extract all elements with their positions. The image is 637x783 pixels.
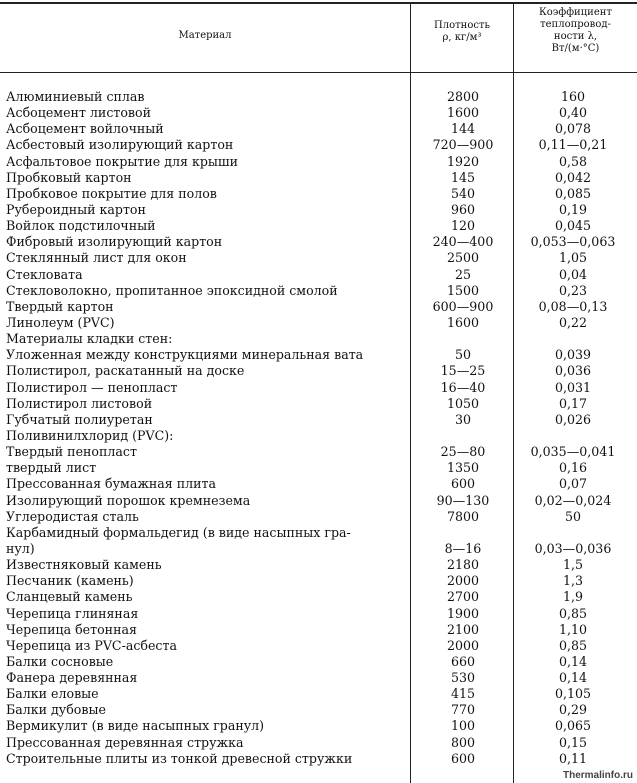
material-cell: Полистирол листовой (6, 395, 153, 411)
density-cell (412, 331, 514, 347)
material-cell: Изолирующий порошок кремнезема (6, 492, 251, 508)
conductivity-cell: 0,042 (554, 169, 592, 185)
watermark: Thermalinfo.ru (562, 770, 633, 781)
density-cell: 660 (450, 653, 476, 669)
table-row (0, 250, 637, 266)
density-cell: 540 (450, 185, 476, 201)
material-cell: Строительные плиты из тонкой древесной стружки (6, 750, 353, 766)
density-cell: 600 (450, 476, 476, 492)
table-row (0, 476, 637, 492)
material-cell: Твердый картон (6, 298, 114, 314)
table-row (0, 444, 637, 460)
table-row (0, 202, 637, 218)
table-row (0, 428, 637, 444)
density-cell: 145 (450, 169, 476, 185)
density-cell (412, 525, 514, 541)
material-cell: Черепица из PVC-асбеста (6, 637, 177, 653)
density-cell: 25—80 (440, 444, 486, 460)
density-cell: 530 (450, 670, 476, 686)
density-cell: 8—16 (444, 540, 482, 556)
density-cell: 600—900 (432, 298, 494, 314)
material-cell: Войлок подстилочный (6, 218, 156, 234)
table-row (0, 380, 637, 396)
table-row (0, 573, 637, 589)
table-row (0, 460, 637, 476)
density-cell (412, 428, 514, 444)
material-cell: Асбоцемент листовой (6, 105, 151, 121)
material-cell: Асфальтовое покрытие для крыши (6, 153, 239, 169)
table-row (0, 541, 637, 557)
material-cell: Уложенная между конструкциями минеральная вата (6, 347, 364, 363)
header-material (0, 30, 410, 42)
material-cell: Фибровый изолирующий картон (6, 234, 223, 250)
table-row (0, 137, 637, 153)
density-cell: 1900 (446, 605, 480, 621)
table-row (0, 589, 637, 605)
conductivity-cell: 0,85 (558, 637, 588, 653)
material-cell: Стеклянный лист для окон (6, 250, 187, 266)
table-row (0, 396, 637, 412)
conductivity-cell: 0,053—0,063 (530, 234, 616, 250)
table-row (0, 299, 637, 315)
conductivity-cell (516, 331, 630, 347)
material-cell: Фанера деревянная (6, 670, 138, 686)
density-cell: 1600 (446, 105, 480, 121)
conductivity-cell: 0,14 (558, 653, 588, 669)
conductivity-cell: 0,15 (558, 734, 588, 750)
table-top-rule (0, 2, 637, 4)
table-row (0, 331, 637, 347)
material-cell: Полистирол, раскатанный на доске (6, 363, 245, 379)
conductivity-cell: 1,05 (558, 250, 588, 266)
conductivity-cell: 0,07 (558, 476, 588, 492)
table-row (0, 606, 637, 622)
material-cell: Губчатый полиуретан (6, 411, 153, 427)
conductivity-cell: 0,16 (558, 460, 588, 476)
material-cell: Твердый пенопласт (6, 444, 137, 460)
table-row (0, 718, 637, 734)
material-cell: Полистирол — пенопласт (6, 379, 178, 395)
table-row (0, 751, 637, 767)
density-cell: 770 (450, 702, 476, 718)
density-cell: 2100 (446, 621, 480, 637)
conductivity-cell: 160 (560, 89, 586, 104)
table-row (0, 735, 637, 751)
conductivity-cell: 0,035—0,041 (530, 444, 616, 460)
table-row (0, 509, 637, 525)
header-conductivity (514, 7, 637, 55)
table-row (0, 121, 637, 137)
conductivity-cell: 1,3 (562, 573, 584, 589)
material-cell: Пробковый картон (6, 169, 132, 185)
table-row (0, 670, 637, 686)
table-row (0, 218, 637, 234)
material-cell: Рубероидный картон (6, 201, 146, 217)
conductivity-cell: 1,10 (558, 621, 588, 637)
conductivity-cell: 0,14 (558, 670, 588, 686)
header-material-label: Материал (178, 30, 232, 41)
conductivity-cell: 0,29 (558, 702, 588, 718)
conductivity-cell: 0,036 (554, 363, 592, 379)
conductivity-cell: 0,11—0,21 (538, 137, 608, 153)
material-cell: Прессованная бумажная плита (6, 476, 217, 492)
density-cell: 240—400 (432, 234, 494, 250)
header-conductivity-line: теплопровод- (540, 19, 611, 30)
table-row (0, 493, 637, 509)
table-row (0, 686, 637, 702)
material-cell: Черепица глиняная (6, 605, 139, 621)
conductivity-cell (516, 525, 630, 541)
header-conductivity-line: ности λ, (553, 31, 598, 42)
density-cell: 2800 (446, 89, 480, 104)
material-cell: Черепица бетонная (6, 621, 137, 637)
header-density (411, 20, 513, 44)
density-cell: 2500 (446, 250, 480, 266)
header-conductivity-line: Коэффициент (539, 7, 612, 18)
header-conductivity-line: Вт/(м·°С) (551, 43, 600, 54)
material-cell: Углеродистая сталь (6, 508, 139, 524)
table-row (0, 170, 637, 186)
table-row (0, 186, 637, 202)
table-row (0, 283, 637, 299)
density-cell: 1350 (446, 460, 480, 476)
conductivity-cell: 0,078 (554, 121, 592, 137)
density-cell: 2000 (446, 573, 480, 589)
density-cell: 1920 (446, 153, 480, 169)
density-cell: 25 (454, 266, 472, 282)
material-cell: Сланцевый камень (6, 589, 133, 605)
density-cell: 144 (450, 121, 476, 137)
density-cell: 800 (450, 734, 476, 750)
header-density-line: ρ, кг/м³ (442, 32, 482, 43)
conductivity-cell: 0,03—0,036 (534, 540, 612, 556)
table-row (0, 267, 637, 283)
conductivity-cell: 0,039 (554, 347, 592, 363)
material-cell: Песчаник (камень) (6, 573, 134, 589)
material-cell: Балки сосновые (6, 653, 114, 669)
material-cell: Карбамидный формальдегид (в виде насыпных гра- (6, 524, 351, 540)
conductivity-cell: 0,17 (558, 395, 588, 411)
density-cell: 1600 (446, 314, 480, 330)
density-cell: 2000 (446, 637, 480, 653)
material-cell: Асбоцемент войлочный (6, 121, 164, 137)
material-cell: Поливинилхлорид (PVC): (6, 427, 174, 443)
density-cell: 30 (454, 411, 472, 427)
material-cell: Прессованная деревянная стружка (6, 734, 244, 750)
material-cell: Пробковое покрытие для полов (6, 185, 217, 201)
density-cell: 90—130 (436, 492, 490, 508)
table-row (0, 622, 637, 638)
material-cell: Балки дубовые (6, 702, 106, 718)
conductivity-cell: 0,065 (554, 718, 592, 734)
density-cell: 720—900 (432, 137, 494, 153)
material-cell: Вермикулит (в виде насыпных гранул) (6, 718, 265, 734)
density-cell: 16—40 (440, 379, 486, 395)
table-row (0, 154, 637, 170)
density-cell: 1500 (446, 282, 480, 298)
material-cell: Стекловата (6, 266, 83, 282)
table-row (0, 105, 637, 121)
conductivity-cell: 1,9 (562, 589, 584, 605)
density-cell: 100 (450, 718, 476, 734)
table-row (0, 557, 637, 573)
conductivity-cell: 0,02—0,024 (534, 492, 612, 508)
material-cell: Асбестовый изолирующий картон (6, 137, 234, 153)
table-row (0, 702, 637, 718)
conductivity-cell: 0,031 (554, 379, 592, 395)
conductivity-cell: 0,19 (558, 201, 588, 217)
density-cell: 415 (450, 686, 476, 702)
conductivity-cell (516, 428, 630, 444)
conductivity-cell: 0,045 (554, 218, 592, 234)
conductivity-cell: 0,58 (558, 153, 588, 169)
conductivity-cell: 0,08—0,13 (538, 298, 608, 314)
table-row (0, 234, 637, 250)
conductivity-cell: 0,23 (558, 282, 588, 298)
header-density-line: Плотность (434, 20, 490, 31)
conductivity-cell: 1,5 (562, 557, 584, 573)
material-cell: нул) (6, 540, 35, 556)
conductivity-cell: 0,11 (558, 750, 588, 766)
conductivity-cell: 0,22 (558, 314, 588, 330)
material-cell: Алюминиевый сплав (6, 89, 145, 104)
material-cell: Линолеум (PVC) (6, 314, 115, 330)
material-cell: Известняковый камень (6, 557, 162, 573)
table-row (0, 654, 637, 670)
header-bottom-rule (0, 72, 637, 73)
table-row (0, 315, 637, 331)
conductivity-cell: 50 (564, 508, 582, 524)
material-cell: Материалы кладки стен: (6, 331, 173, 347)
density-cell: 600 (450, 750, 476, 766)
density-cell: 960 (450, 201, 476, 217)
conductivity-cell: 0,026 (554, 411, 592, 427)
density-cell: 15—25 (440, 363, 486, 379)
density-cell: 50 (454, 347, 472, 363)
material-cell: твердый лист (6, 460, 97, 476)
table-row (0, 638, 637, 654)
density-cell: 2180 (446, 557, 480, 573)
conductivity-cell: 0,85 (558, 605, 588, 621)
conductivity-cell: 0,085 (554, 185, 592, 201)
conductivity-cell: 0,105 (554, 686, 592, 702)
table-row (0, 89, 637, 105)
table-row (0, 363, 637, 379)
table-body (0, 89, 637, 767)
table-row (0, 347, 637, 363)
table-row (0, 525, 637, 541)
density-cell: 7800 (446, 508, 480, 524)
material-cell: Стекловолокно, пропитанное эпоксидной смолой (6, 282, 338, 298)
density-cell: 120 (450, 218, 476, 234)
density-cell: 1050 (446, 395, 480, 411)
conductivity-cell: 0,40 (558, 105, 588, 121)
material-cell: Балки еловые (6, 686, 99, 702)
table-row (0, 412, 637, 428)
density-cell: 2700 (446, 589, 480, 605)
conductivity-cell: 0,04 (558, 266, 588, 282)
